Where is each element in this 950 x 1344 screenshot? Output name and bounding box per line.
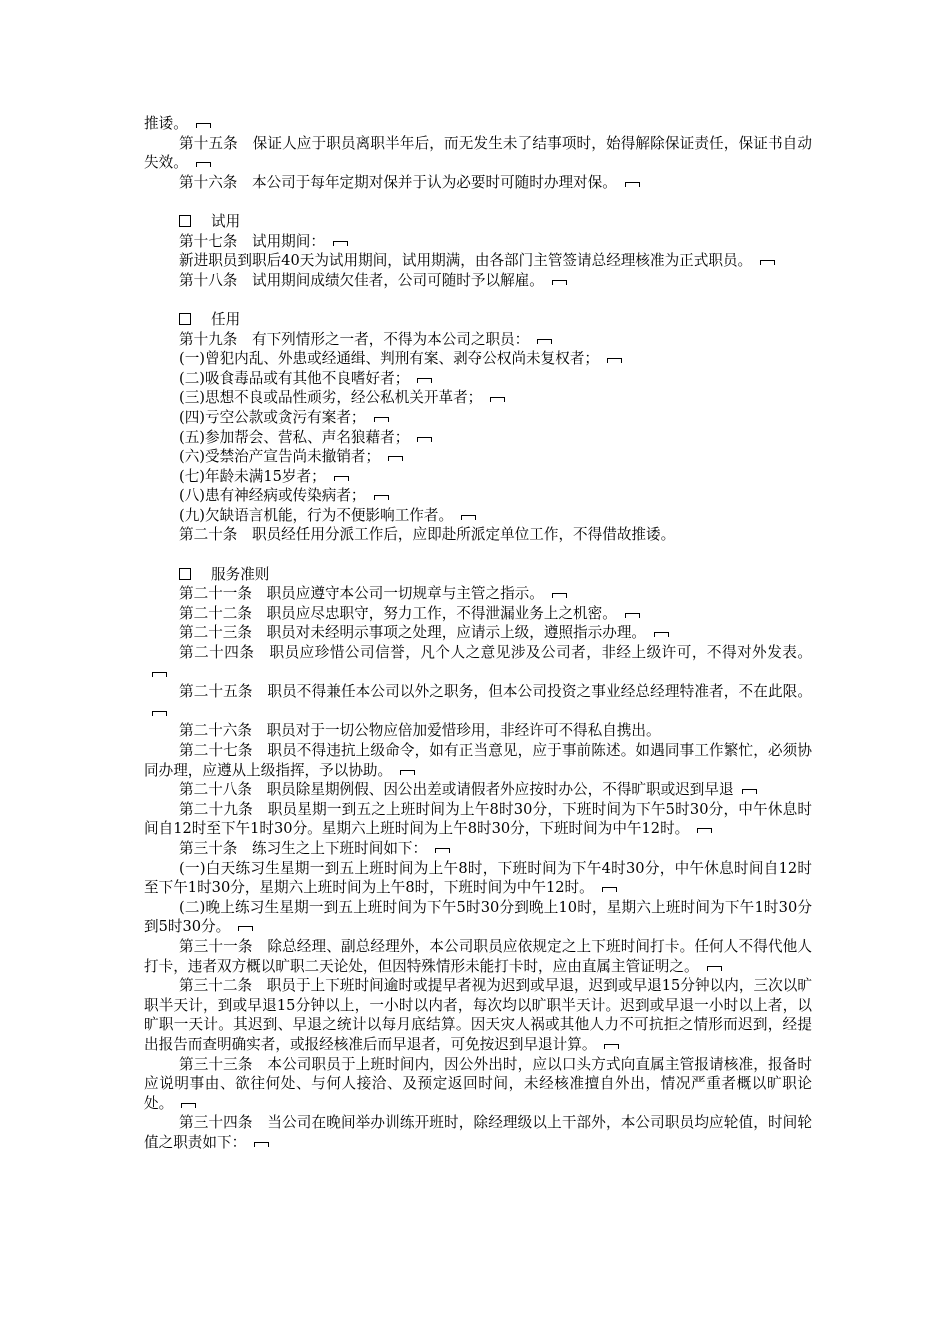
paragraph	[144, 428, 812, 448]
paragraph-text: 第二十八条 职员除星期例假、因公出差或请假者外应按时办公，不得旷职或迟到早退	[179, 781, 734, 799]
paragraph-text: 第二十条 职员经任用分派工作后，应即赴所派定单位工作，不得借故推诿。	[179, 526, 676, 544]
paragraph-text: 第十八条 试用期间成绩欠佳者，公司可随时予以解雇。	[179, 271, 544, 289]
paragraph-text: 第二十七条 职员不得违抗上级命令，如有正当意见，应于事前陈述。如遇同事工作繁忙，必须协同办理，应遵从上级指挥，予以协助。	[144, 742, 812, 779]
paragraph-mark-icon	[181, 1103, 196, 1108]
paragraph	[144, 447, 812, 467]
paragraph	[144, 1113, 812, 1152]
section-heading-text: 任用	[211, 310, 241, 328]
paragraph-mark-icon	[654, 632, 669, 637]
paragraph	[144, 800, 812, 839]
paragraph	[144, 937, 812, 976]
paragraph-text: 第二十二条 职员应尽忠职守，努力工作，不得泄漏业务上之机密。	[179, 604, 617, 622]
paragraph-text: 第二十六条 职员对于一切公物应倍加爱惜珍用，非经许可不得私自携出。	[179, 722, 661, 740]
paragraph	[144, 859, 812, 898]
paragraph-mark-icon	[461, 515, 476, 520]
paragraph	[144, 271, 812, 291]
paragraph	[144, 721, 812, 741]
paragraph	[144, 388, 812, 408]
paragraph-text: 第十五条 保证人应于职员离职半年后，而无发生未了结事项时，始得解除保证责任，保证书自动失效。	[144, 134, 812, 172]
paragraph-text: 第三十三条 本公司职员于上班时间内，因公外出时，应以口头方式向直属主管报请核准，报备时应说明事由、欲往何处、与何人接洽、及预定返回时间，未经核准擅自外出，情况严重者概以旷职论处。	[144, 1055, 812, 1112]
paragraph-text: (三)思想不良或品性顽劣，经公私机关开革者；	[179, 389, 483, 407]
paragraph-mark-icon	[400, 770, 415, 775]
paragraph	[144, 780, 812, 800]
paragraph-mark-icon	[537, 339, 552, 344]
paragraph-mark-icon	[625, 613, 640, 618]
paragraph-text: 新进职员到职后40天为试用期间，试用期满，由各部门主管签请总经理核准为正式职员。	[179, 252, 753, 270]
paragraph-text: 第二十四条 职员应珍惜公司信誉，凡个人之意见涉及公司者，非经上级许可，不得对外发表。	[179, 644, 812, 662]
paragraph-text: (一)白天练习生星期一到五上班时间为上午8时，下班时间为下午4时30分，中午休息时间自12时至下午1时30分，星期六上班时间为上午8时，下班时间为中午12时。	[144, 859, 812, 897]
section-heading	[144, 310, 812, 330]
paragraph-mark-icon	[742, 789, 757, 794]
paragraph-text: 第十六条 本公司于每年定期对保并于认为必要时可随时办理对保。	[179, 173, 617, 191]
paragraph-mark-icon	[334, 476, 349, 481]
paragraph	[144, 623, 812, 643]
paragraph	[144, 1055, 812, 1114]
paragraph-mark-icon	[196, 162, 211, 167]
paragraph-mark-icon	[238, 926, 253, 931]
section-heading	[144, 565, 812, 585]
paragraph	[144, 114, 812, 134]
paragraph-text: 第三十二条 职员于上下班时间逾时或提早者视为迟到或早退，迟到或早退15分钟以内，三次以旷职半天计，到或早退15分钟以上，一小时以内者，每次均以旷职半天计。迟到或早退一小时以上者，以旷职一天计。其迟到、早退之统计以每月底结算。因天灾人祸或其他人力不可抗拒之情形而迟到，经提出报告而查明确实者，或报经核准后而早退者，可免按迟到早退计算。	[144, 977, 812, 1053]
paragraph-mark-icon	[374, 495, 389, 500]
checkbox-square-icon	[179, 568, 191, 580]
paragraph-text: (九)欠缺语言机能，行为不便影响工作者。	[179, 506, 454, 524]
paragraph-mark-icon	[707, 966, 722, 971]
paragraph-text: 推诿。	[144, 115, 188, 132]
paragraph-mark-icon	[697, 828, 712, 833]
checkbox-square-icon	[179, 215, 191, 227]
paragraph-mark-icon	[552, 593, 567, 598]
document-body	[144, 114, 812, 1152]
paragraph	[144, 369, 812, 389]
paragraph	[144, 643, 812, 682]
paragraph	[144, 682, 812, 721]
paragraph	[144, 251, 812, 271]
paragraph-mark-icon	[435, 848, 450, 853]
paragraph-text: 第二十三条 职员对未经明示事项之处理，应请示上级，遵照指示办理。	[179, 624, 647, 642]
paragraph-mark-icon	[196, 123, 211, 128]
paragraph-text: (八)患有神经病或传染病者；	[179, 487, 366, 505]
paragraph-text: 第三十条 练习生之上下班时间如下：	[179, 839, 428, 857]
checkbox-square-icon	[179, 313, 191, 325]
paragraph-text: 第二十一条 职员应遵守本公司一切规章与主管之指示。	[179, 585, 544, 603]
paragraph-text: 第二十五条 职员不得兼任本公司以外之职务，但本公司投资之事业经总经理特准者，不在此限。	[179, 683, 812, 701]
paragraph-text: (五)参加帮会、营私、声名狼藉者；	[179, 428, 410, 446]
paragraph	[144, 604, 812, 624]
paragraph-mark-icon	[152, 672, 167, 677]
paragraph	[144, 232, 812, 252]
paragraph-text: (七)年龄未满15岁者；	[179, 467, 326, 485]
paragraph-mark-icon	[625, 182, 640, 187]
paragraph-mark-icon	[254, 1142, 269, 1147]
paragraph	[144, 173, 812, 193]
paragraph-text: (六)受禁治产宣告尚未撤销者；	[179, 448, 381, 466]
paragraph-mark-icon	[760, 260, 775, 265]
paragraph	[144, 506, 812, 526]
blank-line	[144, 545, 812, 565]
paragraph	[144, 467, 812, 487]
paragraph	[144, 408, 812, 428]
paragraph-text: (四)亏空公款或贪污有案者；	[179, 408, 366, 426]
paragraph	[144, 976, 812, 1054]
paragraph	[144, 741, 812, 780]
paragraph-text: 第二十九条 职员星期一到五之上班时间为上午8时30分，下班时间为下午5时30分，中午休息时间自12时至下午1时30分。星期六上班时间为上午8时30分，下班时间为中午12时。	[144, 800, 812, 838]
blank-line	[144, 290, 812, 310]
paragraph-mark-icon	[552, 280, 567, 285]
paragraph	[144, 839, 812, 859]
paragraph-mark-icon	[604, 1044, 619, 1049]
paragraph-text: 第三十四条 当公司在晚间举办训练开班时，除经理级以上干部外，本公司职员均应轮值，时间轮值之职责如下：	[144, 1114, 812, 1151]
paragraph-mark-icon	[152, 711, 167, 716]
paragraph	[144, 349, 812, 369]
paragraph-mark-icon	[490, 397, 505, 402]
paragraph-text: 第十九条 有下列情形之一者，不得为本公司之职员：	[179, 330, 530, 348]
paragraph-text: 第十七条 试用期间：	[179, 232, 325, 250]
paragraph-mark-icon	[374, 417, 389, 422]
paragraph-mark-icon	[607, 358, 622, 363]
section-heading-text: 服务准则	[211, 565, 270, 583]
paragraph-text: 第三十一条 除总经理、副总经理外，本公司职员应依规定之上下班时间打卡。任何人不得代他人打卡，违者双方概以旷职二天论处，但因特殊情形未能打卡时，应由直属主管证明之。	[144, 937, 812, 975]
section-heading-text: 试用	[211, 212, 241, 230]
paragraph	[144, 584, 812, 604]
paragraph	[144, 134, 812, 173]
paragraph	[144, 898, 812, 937]
paragraph-text: (二)吸食毒品或有其他不良嗜好者；	[179, 369, 410, 387]
paragraph	[144, 525, 812, 545]
paragraph-text: (一)曾犯内乱、外患或经通缉、判刑有案、剥夺公权尚未复权者；	[179, 350, 600, 368]
paragraph-mark-icon	[417, 437, 432, 442]
paragraph-mark-icon	[417, 378, 432, 383]
paragraph-text: (二)晚上练习生星期一到五上班时间为下午5时30分到晚上10时，星期六上班时间为下午1时30分到5时30分。	[144, 898, 812, 936]
paragraph-mark-icon	[333, 241, 348, 246]
paragraph-mark-icon	[602, 887, 617, 892]
paragraph	[144, 486, 812, 506]
section-heading	[144, 212, 812, 232]
paragraph-mark-icon	[388, 456, 403, 461]
paragraph	[144, 330, 812, 350]
blank-line	[144, 192, 812, 212]
